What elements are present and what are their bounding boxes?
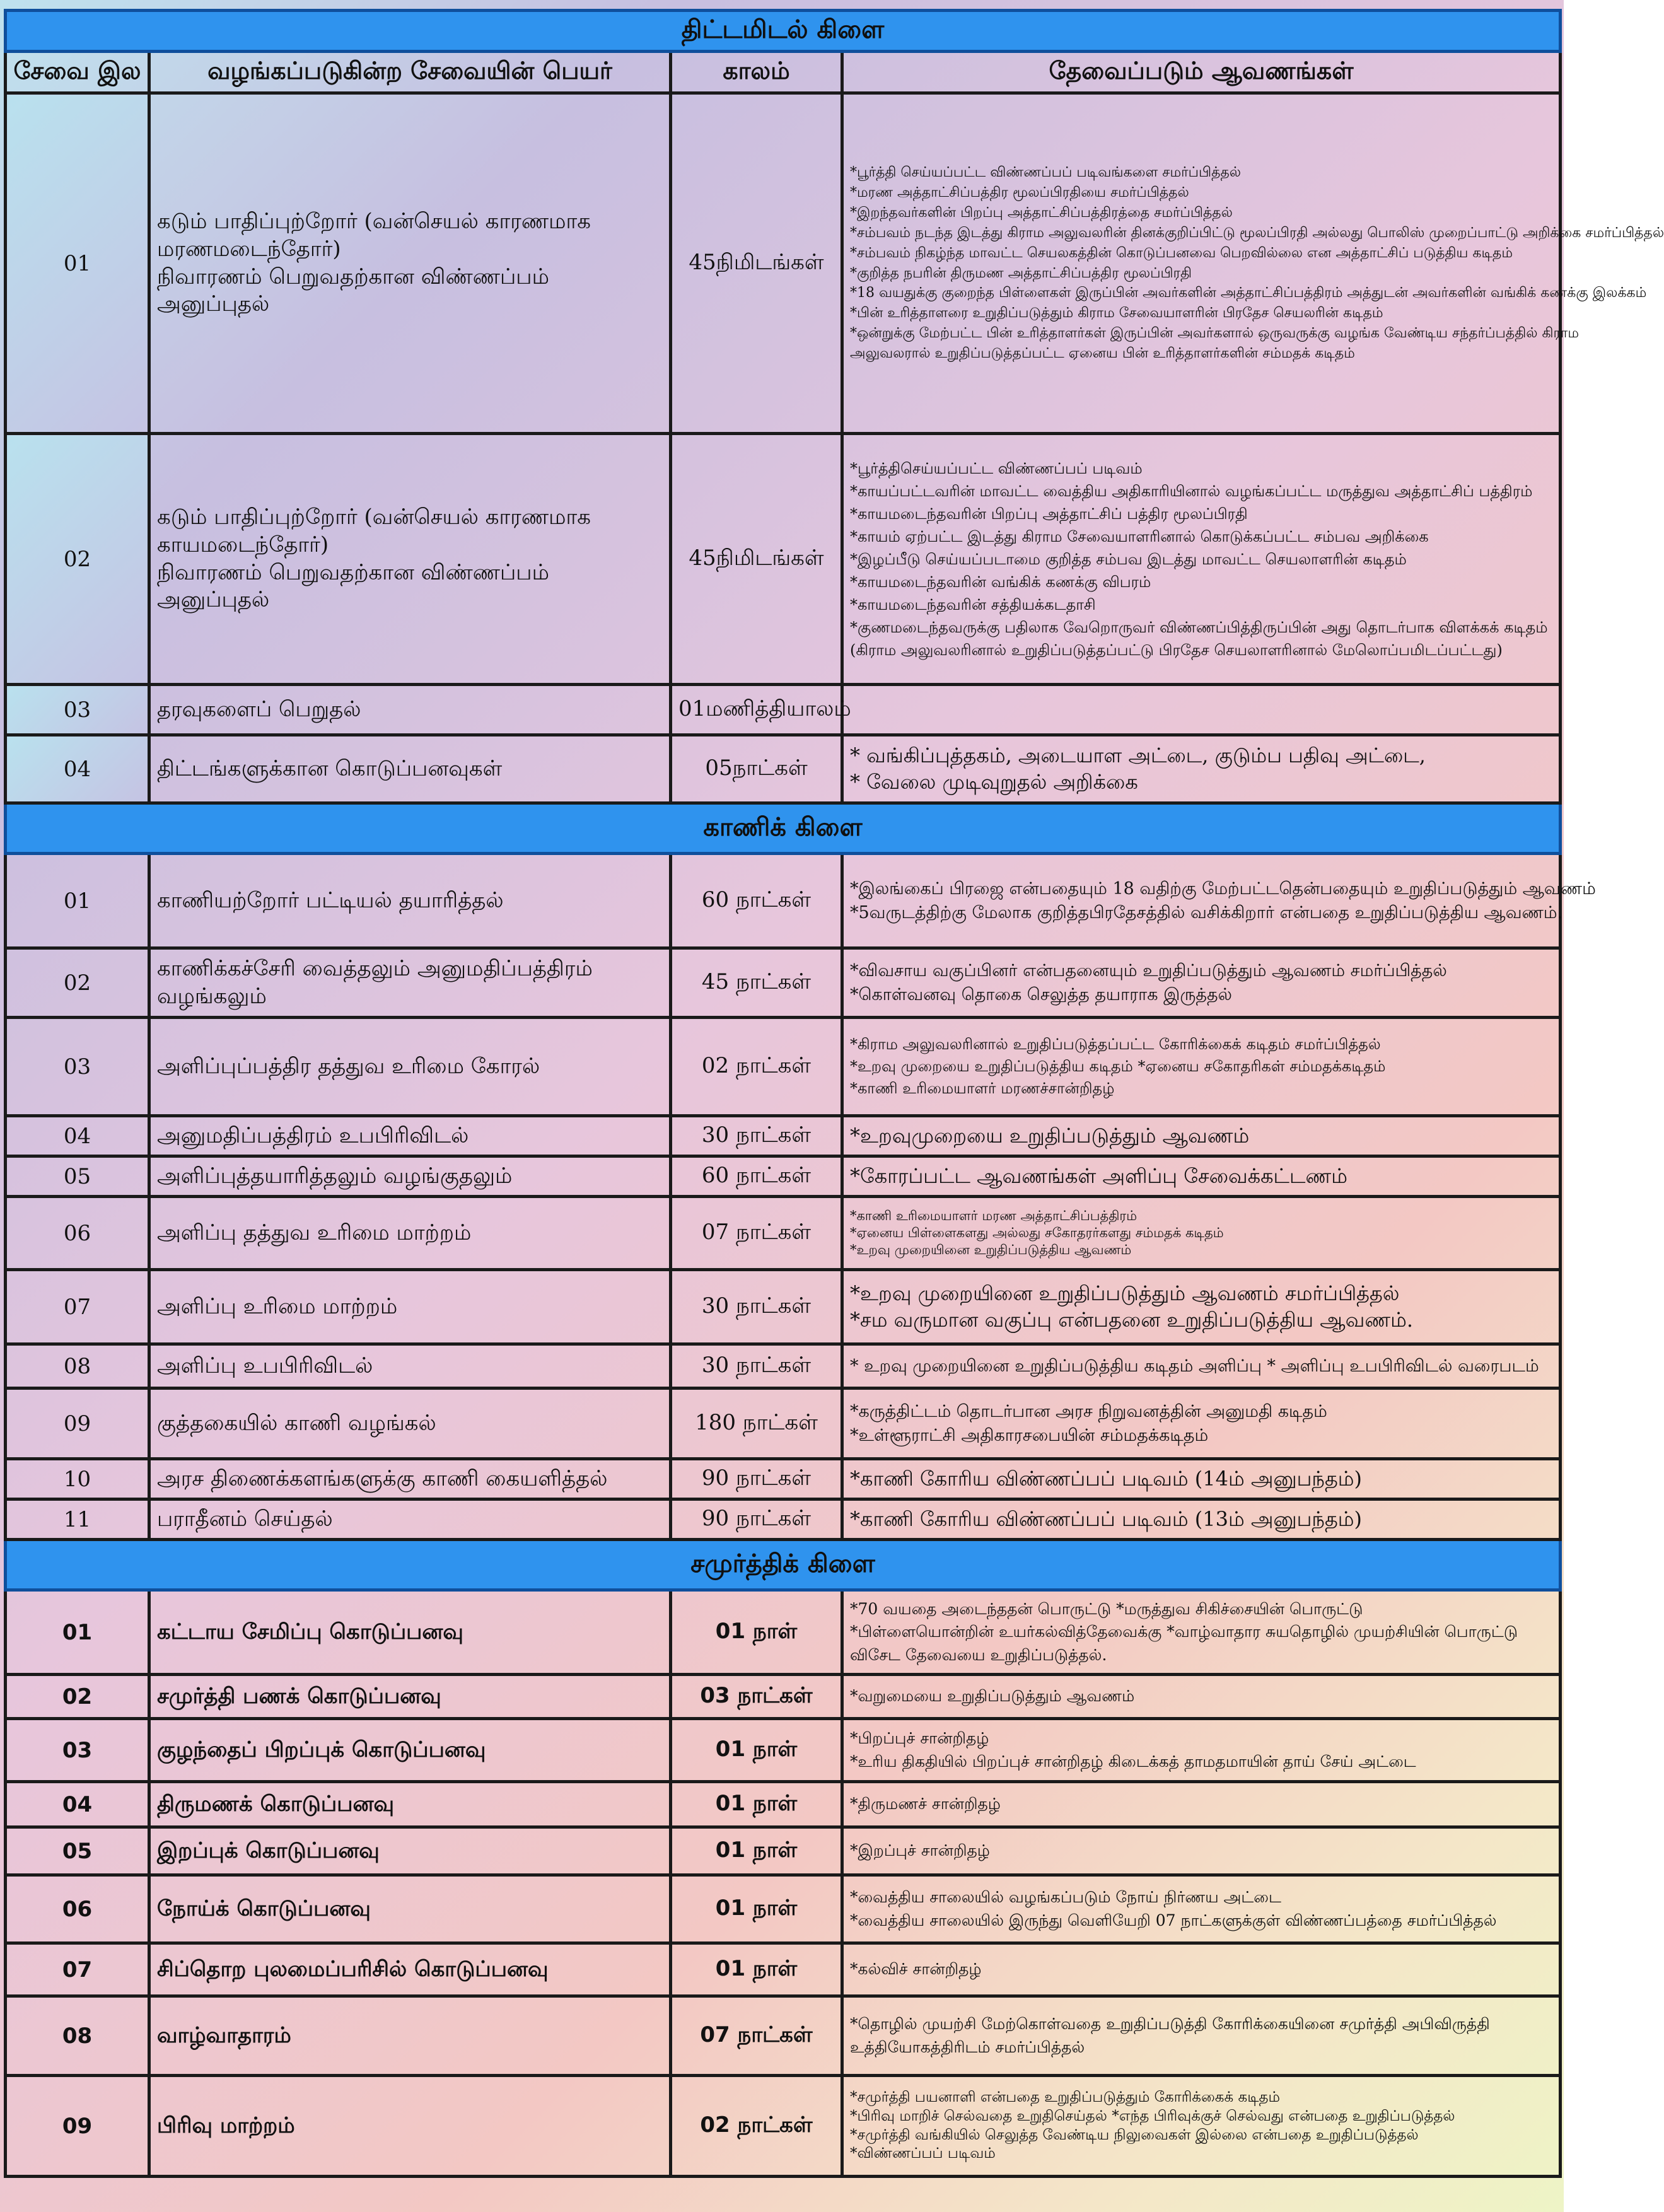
row-number: 04 <box>6 735 149 803</box>
row-number: 05 <box>6 1156 149 1197</box>
service-name: அனுமதிப்பத்திரம் உபபிரிவிடல் <box>149 1116 671 1156</box>
duration: 01 நாள் <box>671 1782 842 1827</box>
header-no: சேவை இல <box>6 52 149 93</box>
header-documents: தேவைப்படும் ஆவணங்கள் <box>842 52 1561 93</box>
row-number: 02 <box>6 434 149 685</box>
duration: 05நாட்கள் <box>671 735 842 803</box>
required-documents: *பூர்த்திசெய்யப்பட்ட விண்ணப்பப் படிவம் *காயப்பட்டவரின் மாவட்ட வைத்திய அதிகாரியினால் வழங்கப்பட்ட மருத்துவ அத்தாட்சிப் பத்திரம் *காயமடைந்தவரின் பிறப்பு அத்தாட்சிப் பத்திர மூலப்பிரதி *காயம் ஏற்பட்ட இடத்து கிராம சேவையாளரினால் கொடுக்கப்பட்ட சம்பவ அறிக்கை *இழப்பீடு செய்யப்படாமை குறித்த சம்பவ இடத்து மாவட்ட செயலாளரின் கடிதம் *காயமடைந்தவரின் வங்கிக் கணக்கு விபரம் *காயமடைந்தவரின் சத்தியக்கடதாசி *குணமடைந்தவருக்கு பதிலாக வேறொருவர் விண்ணப்பித்திருப்பின் அது தொடர்பாக விளக்கக் கடிதம் (கிராம அலுவலரினால் உறுதிப்படுத்தப்பட்டு பிரதேச செயலாளரினால் மேலொப்பமிடப்பட்டது) <box>842 434 1561 685</box>
service-name: அளிப்புப்பத்திர தத்துவ உரிமை கோரல் <box>149 1018 671 1116</box>
required-documents <box>842 685 1561 735</box>
row-number: 09 <box>6 2076 149 2177</box>
table-row <box>6 1018 1561 1116</box>
table-row <box>6 948 1561 1018</box>
required-documents: *கிராம அலுவலரினால் உறுதிப்படுத்தப்பட்ட கோரிக்கைக் கடிதம் சமர்ப்பித்தல் *உறவு முறையை உறுதிப்படுத்திய கடிதம் *ஏனைய சகோதரிகள் சம்மதக்கடிதம் *காணி உரிமையாளர் மரணச்சான்றிதழ் <box>842 1018 1561 1116</box>
row-number: 08 <box>6 1996 149 2076</box>
row-number: 02 <box>6 1675 149 1719</box>
service-name: அரச திணைக்களங்களுக்கு காணி கையளித்தல் <box>149 1459 671 1499</box>
table-row <box>6 1388 1561 1459</box>
table-row <box>6 1116 1561 1156</box>
duration: 30 நாட்கள் <box>671 1344 842 1388</box>
row-number: 03 <box>6 1719 149 1782</box>
row-number: 08 <box>6 1344 149 1388</box>
section-samurdhi <box>6 1540 1561 2177</box>
row-number: 11 <box>6 1499 149 1540</box>
row-number: 02 <box>6 948 149 1018</box>
service-name: கட்டாய சேமிப்பு கொடுப்பனவு <box>149 1590 671 1675</box>
duration: 01 நாள் <box>671 1875 842 1943</box>
required-documents: *உறவுமுறையை உறுதிப்படுத்தும் ஆவணம் <box>842 1116 1561 1156</box>
service-name: நோய்க் கொடுப்பனவு <box>149 1875 671 1943</box>
service-name: திருமணக் கொடுப்பனவு <box>149 1782 671 1827</box>
required-documents: *விவசாய வகுப்பினர் என்பதனையும் உறுதிப்படுத்தும் ஆவணம் சமர்ப்பித்தல் *கொள்வனவு தொகை செலுத்த தயாராக இருத்தல் <box>842 948 1561 1018</box>
table-row <box>6 434 1561 685</box>
required-documents: *காணி கோரிய விண்ணப்பப் படிவம் (13ம் அனுபந்தம்) <box>842 1499 1561 1540</box>
table-row <box>6 685 1561 735</box>
service-name: அளிப்புத்தயாரித்தலும் வழங்குதலும் <box>149 1156 671 1197</box>
duration: 01 நாள் <box>671 1943 842 1996</box>
row-number: 01 <box>6 1590 149 1675</box>
service-name: அளிப்பு உரிமை மாற்றம் <box>149 1270 671 1344</box>
header-service: வழங்கப்படுகின்ற சேவையின் பெயர் <box>149 52 671 93</box>
duration: 30 நாட்கள் <box>671 1116 842 1156</box>
service-name: கடும் பாதிப்புற்றோர் (வன்செயல் காரணமாக காயமடைந்தோர்) நிவாரணம் பெறுவதற்கான விண்ணப்பம் அனுப்புதல் <box>149 434 671 685</box>
table-row <box>6 93 1561 434</box>
table-row <box>6 1197 1561 1270</box>
row-number: 10 <box>6 1459 149 1499</box>
table-row <box>6 1590 1561 1675</box>
table-row <box>6 854 1561 948</box>
duration: 01 நாள் <box>671 1719 842 1782</box>
required-documents: *வறுமையை உறுதிப்படுத்தும் ஆவணம் <box>842 1675 1561 1719</box>
table-row <box>6 1943 1561 1996</box>
service-name: சமுர்த்தி பணக் கொடுப்பனவு <box>149 1675 671 1719</box>
duration: 07 நாட்கள் <box>671 1197 842 1270</box>
required-documents: *வைத்திய சாலையில் வழங்கப்படும் நோய் நிர்ணய அட்டை *வைத்திய சாலையில் இருந்து வெளியேறி 07 நாட்களுக்குள் விண்ணப்பத்தை சமர்ப்பித்தல் <box>842 1875 1561 1943</box>
required-documents: *இறப்புச் சான்றிதழ் <box>842 1827 1561 1875</box>
duration: 07 நாட்கள் <box>671 1996 842 2076</box>
required-documents: *தொழில் முயற்சி மேற்கொள்வதை உறுதிப்படுத்தி கோரிக்கையினை சமுர்த்தி அபிவிருத்தி உத்தியோகத்திரிடம் சமர்ப்பித்தல் <box>842 1996 1561 2076</box>
row-number: 04 <box>6 1116 149 1156</box>
required-documents: *70 வயதை அடைந்ததன் பொருட்டு *மருத்துவ சிகிச்சையின் பொருட்டு *பிள்ளையொன்றின் உயர்கல்வித்தேவைக்கு *வாழ்வாதார சுயதொழில் முயற்சியின் பொருட்டு விசேட தேவையை உறுதிப்படுத்தல். <box>842 1590 1561 1675</box>
table-row <box>6 1782 1561 1827</box>
required-documents: * வங்கிப்புத்தகம், அடையாள அட்டை, குடும்ப பதிவு அட்டை, * வேலை முடிவுறுதல் அறிக்கை <box>842 735 1561 803</box>
section-land <box>6 803 1596 1540</box>
required-documents: *உறவு முறையினை உறுதிப்படுத்தும் ஆவணம் சமர்ப்பித்தல் *சம வருமான வகுப்பு என்பதனை உறுதிப்படுத்திய ஆவணம். <box>842 1270 1561 1344</box>
table-row <box>6 735 1561 803</box>
row-number: 07 <box>6 1943 149 1996</box>
required-documents: *பூர்த்தி செய்யப்பட்ட விண்ணப்பப் படிவங்களை சமர்ப்பித்தல் *மரண அத்தாட்சிப்பத்திர மூலப்பிரதியை சமர்ப்பித்தல் *இறந்தவர்களின் பிறப்பு அத்தாட்சிப்பத்திரத்தை சமர்ப்பித்தல் *சம்பவம் நடந்த இடத்து கிராம அலுவலரின் தினக்குறிப்பிட்டு மூலப்பிரதி அல்லது பொலிஸ் முறைப்பாட்டு அறிக்கை சமர்ப்பித்தல் *சம்பவம் நிகழ்ந்த மாவட்ட செயலகத்தின் கொடுப்பனவை பெறவில்லை என அத்தாட்சிப் படுத்திய கடிதம் *குறித்த நபரின் திருமண அத்தாட்சிப்பத்திர மூலப்பிரதி *18 வயதுக்கு குறைந்த பிள்ளைகள் இருப்பின் அவர்களின் அத்தாட்சிப்பத்திரம் அத்துடன் அவர்களின் வங்கிக் கணக்கு இலக்கம் *பின் உரித்தாளரை உறுதிப்படுத்தும் கிராம சேவையாளரின் பிரதேச செயலரின் கடிதம் *ஒன்றுக்கு மேற்பட்ட பின் உரித்தாளர்கள் இருப்பின் அவர்களால் ஒருவருக்கு வழங்க வேண்டிய சந்தர்ப்பத்தில் கிராம அலுவலரால் உறுதிப்படுத்தப்பட்ட ஏனைய பின் உரித்தாளர்களின் சம்மதக் கடிதம் <box>842 93 1561 434</box>
service-name: குத்தகையில் காணி வழங்கல் <box>149 1388 671 1459</box>
row-number: 03 <box>6 685 149 735</box>
duration: 60 நாட்கள் <box>671 854 842 948</box>
duration: 30 நாட்கள் <box>671 1270 842 1344</box>
row-number: 03 <box>6 1018 149 1116</box>
row-number: 06 <box>6 1875 149 1943</box>
row-number: 04 <box>6 1782 149 1827</box>
service-name: காணியற்றோர் பட்டியல் தயாரித்தல் <box>149 854 671 948</box>
duration: 01 நாள் <box>671 1590 842 1675</box>
duration: 01 நாள் <box>671 1827 842 1875</box>
duration: 45நிமிடங்கள் <box>671 93 842 434</box>
required-documents: *காணி கோரிய விண்ணப்பப் படிவம் (14ம் அனுபந்தம்) <box>842 1459 1561 1499</box>
service-name: வாழ்வாதாரம் <box>149 1996 671 2076</box>
required-documents: *திருமணச் சான்றிதழ் <box>842 1782 1561 1827</box>
row-number: 05 <box>6 1827 149 1875</box>
row-number: 06 <box>6 1197 149 1270</box>
duration: 01மணித்தியாலம் <box>671 685 842 735</box>
service-name: பிரிவு மாற்றம் <box>149 2076 671 2177</box>
required-documents: *சமுர்த்தி பயனாளி என்பதை உறுதிப்படுத்தும் கோரிக்கைக் கடிதம் *பிரிவு மாறிச் செல்வதை உறுதிசெய்தல் *எந்த பிரிவுக்குச் செல்வது என்பதை உறுதிப்படுத்தல் *சமுர்த்தி வங்கியில் செலுத்த வேண்டிய நிலுவைகள் இல்லை என்பதை உறுதிப்படுத்தல் *விண்ணப்பப் படிவம் <box>842 2076 1561 2177</box>
required-documents: *கோரப்பட்ட ஆவணங்கள் அளிப்பு சேவைக்கட்டணம் <box>842 1156 1561 1197</box>
row-number: 01 <box>6 854 149 948</box>
table-row <box>6 1996 1561 2076</box>
table-row <box>6 2076 1561 2177</box>
header-duration: காலம் <box>671 52 842 93</box>
table-row <box>6 1875 1561 1943</box>
duration: 180 நாட்கள் <box>671 1388 842 1459</box>
service-name: அளிப்பு தத்துவ உரிமை மாற்றம் <box>149 1197 671 1270</box>
table-row <box>6 1499 1561 1540</box>
duration: 02 நாட்கள் <box>671 2076 842 2177</box>
table-row <box>6 1827 1561 1875</box>
section-title: சமுர்த்திக் கிளை <box>6 1540 1561 1590</box>
table-row <box>6 1156 1561 1197</box>
service-name: காணிக்கச்சேரி வைத்தலும் அனுமதிப்பத்திரம் வழங்கலும் <box>149 948 671 1018</box>
table-row <box>6 1344 1561 1388</box>
duration: 02 நாட்கள் <box>671 1018 842 1116</box>
service-name: திட்டங்களுக்கான கொடுப்பனவுகள் <box>149 735 671 803</box>
duration: 90 நாட்கள் <box>671 1499 842 1540</box>
duration: 45 நாட்கள் <box>671 948 842 1018</box>
duration: 45நிமிடங்கள் <box>671 434 842 685</box>
service-name: இறப்புக் கொடுப்பனவு <box>149 1827 671 1875</box>
required-documents: *காணி உரிமையாளர் மரண அத்தாட்சிப்பத்திரம் *ஏனைய பிள்ளைகளது அல்லது சகோதரர்களது சம்மதக் கடிதம் *உறவு முறையினை உறுதிப்படுத்திய ஆவணம் <box>842 1197 1561 1270</box>
row-number: 09 <box>6 1388 149 1459</box>
row-number: 01 <box>6 93 149 434</box>
section-planning <box>6 11 1664 803</box>
row-number: 07 <box>6 1270 149 1344</box>
required-documents: *கல்விச் சான்றிதழ் <box>842 1943 1561 1996</box>
section-title: திட்டமிடல் கிளை <box>6 11 1561 52</box>
service-name: குழந்தைப் பிறப்புக் கொடுப்பனவு <box>149 1719 671 1782</box>
duration: 90 நாட்கள் <box>671 1459 842 1499</box>
services-table <box>4 9 1664 2178</box>
required-documents: *பிறப்புச் சான்றிதழ் *உரிய திகதியில் பிறப்புச் சான்றிதழ் கிடைக்கத் தாமதமாயின் தாய் சேய் அட்டை <box>842 1719 1561 1782</box>
duration: 60 நாட்கள் <box>671 1156 842 1197</box>
table-row <box>6 1459 1561 1499</box>
service-name: சிப்தொற புலமைப்பரிசில் கொடுப்பனவு <box>149 1943 671 1996</box>
required-documents: *இலங்கைப் பிரஜை என்பதையும் 18 வதிற்கு மேற்பட்டதென்பதையும் உறுதிப்படுத்தும் ஆவணம் *5வருடத்திற்கு மேலாக குறித்தபிரதேசத்தில் வசிக்கிறார் என்பதை உறுதிப்படுத்திய ஆவணம். <box>842 854 1561 948</box>
required-documents: * உறவு முறையினை உறுதிப்படுத்திய கடிதம் அளிப்பு * அளிப்பு உபபிரிவிடல் வரைபடம் <box>842 1344 1561 1388</box>
table-row <box>6 1270 1561 1344</box>
service-name: பராதீனம் செய்தல் <box>149 1499 671 1540</box>
table-row <box>6 1675 1561 1719</box>
section-title: காணிக் கிளை <box>6 803 1561 854</box>
service-name: கடும் பாதிப்புற்றோர் (வன்செயல் காரணமாக மரணமடைந்தோர்) நிவாரணம் பெறுவதற்கான விண்ணப்பம் அனுப்புதல் <box>149 93 671 434</box>
required-documents: *கருத்திட்டம் தொடர்பான அரச நிறுவனத்தின் அனுமதி கடிதம் *உள்ளூராட்சி அதிகாரசபையின் சம்மதக்கடிதம் <box>842 1388 1561 1459</box>
service-name: தரவுகளைப் பெறுதல் <box>149 685 671 735</box>
duration: 03 நாட்கள் <box>671 1675 842 1719</box>
table-row <box>6 1719 1561 1782</box>
service-name: அளிப்பு உபபிரிவிடல் <box>149 1344 671 1388</box>
